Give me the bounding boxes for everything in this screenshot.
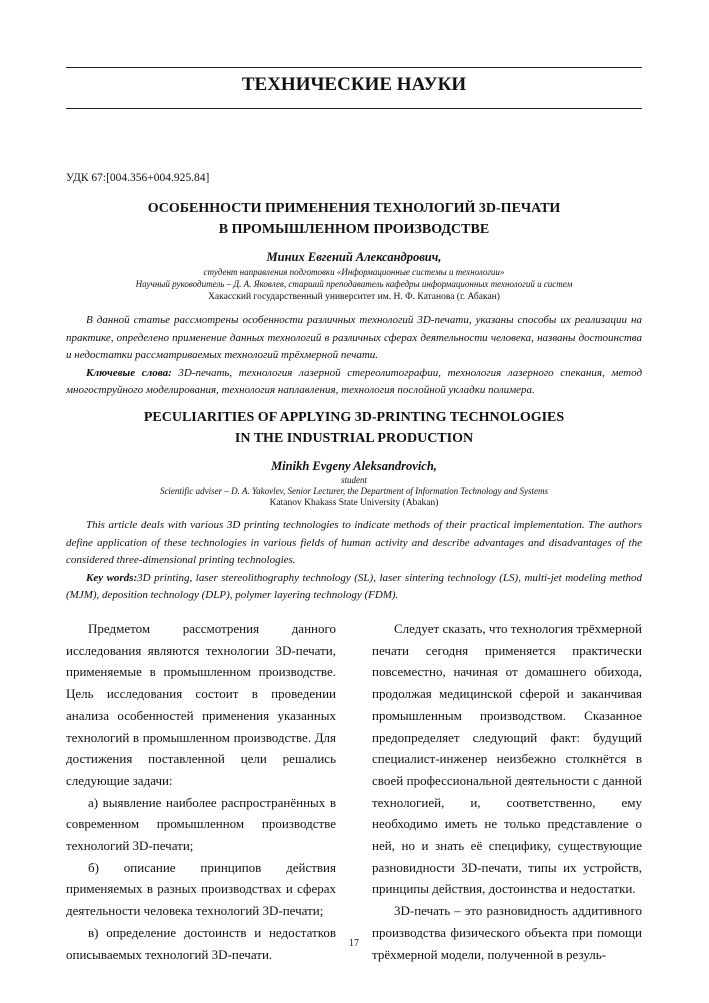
body-right-paragraph: 3D-печать – это разновидность аддитивного производства физического объекта при помощи трёхмерной модели, полученной в резуль-	[372, 903, 642, 962]
body-right-paragraph: Следует сказать, что технология трёхмерной печати сегодня применяется практически повсеместно, начиная от домашнего обихода, продолжая медицинской сферой и заканчивая промышленным производством. Сказанное предопределяет следующий факт: будущий специалист-инженер неизбежно столкнётся в своей профессиональной деятельности с данной технологией, и, соответственно, ему необходимо иметь не только представление о ней, но и знать её специфику, существующие разновидности 3D-печати, типы их устройств, принципы действия, достоинства и недостатки.	[372, 621, 642, 897]
ru-title-line2: В ПРОМЫШЛЕННОМ ПРОИЗВОДСТВЕ	[218, 222, 490, 237]
en-adviser: Scientific adviser – D. A. Yakovlev, Senior Lecturer, the Department of Information Technology and Systems	[159, 486, 549, 496]
ru-title-line1: ОСОБЕННОСТИ ПРИМЕНЕНИЯ ТЕХНОЛОГИЙ 3D-ПЕЧАТИ	[147, 201, 561, 216]
en-abstract: This article deals with various 3D printing technologies to indicate methods of their practical implementation. The authors define application of these technologies in various fields of human activity and describe advantages and disadvantages of the considered three-dimensional printing technologies.	[66, 519, 642, 566]
body-left-paragraph: Предметом рассмотрения данного исследования являются технологии 3D-печати, применяемые в промышленном производстве. Цель исследования состоит в проведении анализа особенностей применения указанных технологий в промышленном производстве. Для достижения поставленной цели решались следующие задачи:	[66, 621, 336, 788]
ru-keywords	[66, 365, 642, 400]
en-keywords	[66, 570, 642, 605]
en-title	[66, 407, 642, 449]
ru-university: Хакасский государственный университет им. Н. Ф. Катанова (г. Абакан)	[208, 292, 500, 302]
ru-author: Миних Евгений Александрович,	[266, 250, 442, 264]
ru-keywords-label: Ключевые слова:	[86, 366, 172, 379]
en-title-line1: PECULIARITIES OF APPLYING 3D-PRINTING TECHNOLOGIES	[143, 410, 565, 425]
section-title: ТЕХНИЧЕСКИЕ НАУКИ	[241, 74, 467, 95]
en-author: Minikh Evgeny Aleksandrovich,	[271, 459, 437, 473]
body-left-paragraph: в) определение достоинств и недостатков описываемых технологий 3D-печати.	[66, 924, 336, 962]
section-rule	[66, 108, 642, 109]
ru-abstract-block	[66, 312, 642, 400]
ru-keywords-text: 3D-печать, технология лазерной стереолитографии, технология лазерного спекания, метод многоструйного моделирования, технология наплавления, технология послойной укладки полимера.	[66, 366, 643, 396]
body-right-column	[372, 618, 642, 965]
body-left-paragraph: а) выявление наиболее распространённых в современном промышленном производстве технологий 3D-печати;	[66, 794, 336, 854]
ru-abstract: В данной статье рассмотрены особенности различных технологий 3D-печати, указаны способы их реализации на практике, определено применение данных технологий в различных сферах деятельности человека, названы достоинства и недостатки рассматриваемых технологий трёхмерной печати.	[66, 314, 642, 361]
udk-code: УДК 67:[004.356+004.925.84]	[66, 172, 210, 184]
en-university: Katanov Khakass State University (Abakan)	[269, 498, 439, 508]
body-left-paragraph: б) описание принципов действия применяемых в разных производствах и сферах деятельности человека технологий 3D-печати;	[66, 859, 336, 919]
top-rule	[66, 67, 642, 68]
en-keywords-text: 3D printing, laser stereolithography technology (SL), laser sintering technology (LS), multi-jet modeling method (MJM), deposition technology (DLP), polymer layering technology (FDM).	[66, 571, 642, 601]
en-abstract-block	[66, 517, 642, 605]
en-author-role: student	[341, 475, 367, 485]
body-left-column	[66, 618, 336, 965]
en-title-line2: IN THE INDUSTRIAL PRODUCTION	[234, 431, 474, 446]
ru-title	[66, 198, 642, 240]
page-number: 17	[349, 938, 359, 949]
ru-author-role: студент направления подготовки «Информационные системы и технологии»	[203, 267, 505, 277]
ru-adviser: Научный руководитель – Д. А. Яковлев, старший преподаватель кафедры информационных технологий и систем	[135, 279, 573, 289]
en-keywords-label: Key words:	[86, 571, 138, 584]
